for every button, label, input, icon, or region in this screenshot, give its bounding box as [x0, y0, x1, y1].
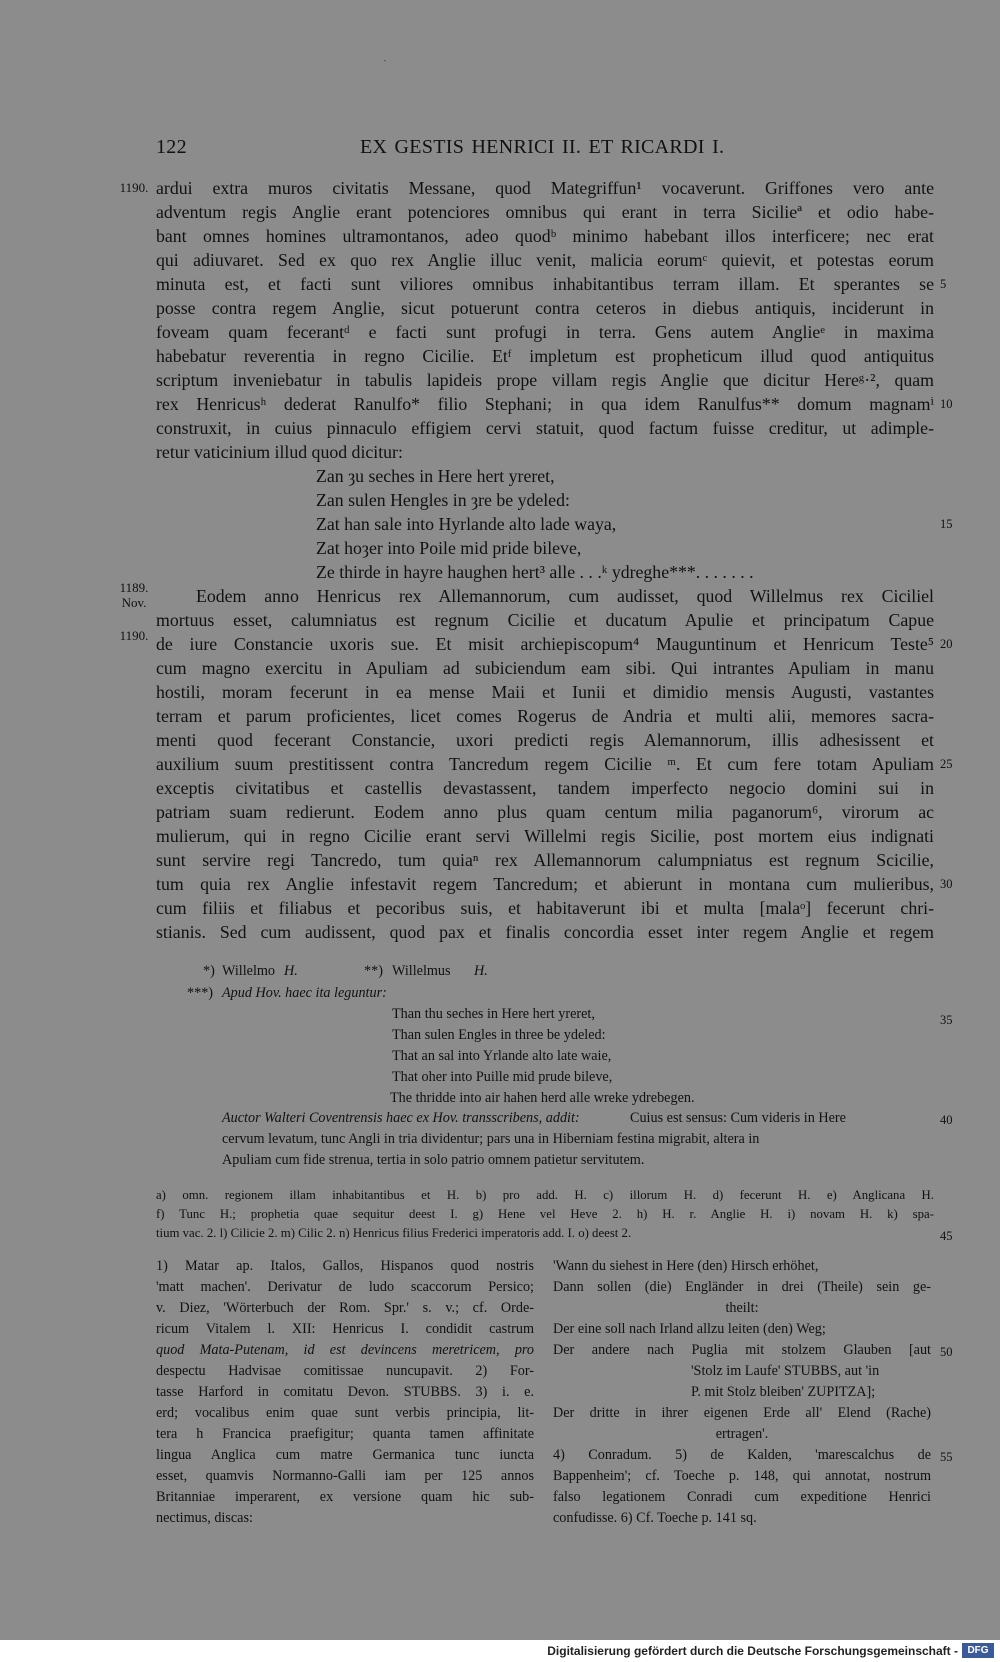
text-line: de iure Constancie uxoris sue. Et misit archiepiscopum⁴ Mauguntinum et Henricum Teste⁵ [156, 634, 934, 654]
verse-line: Zan sulen Hengles in ȝre be ydeled: [316, 490, 570, 510]
margin-year: Nov. [121, 595, 147, 610]
note-line: lingua Anglica cum matre Germanica tunc iuncta [156, 1447, 534, 1463]
verse-line: Ze thirde in hayre haughen hert³ alle . . .ᵏ ydreghe***. . . . . . . [316, 562, 754, 582]
hov-verse-line: That oher into Puille mid prude bileve, [392, 1069, 613, 1085]
page-number: 122 [156, 136, 187, 158]
note-line: quod Mata-Putenam, id est devincens meretricem, pro [156, 1342, 534, 1358]
note-line: 'Stolz im Laufe' STUBBS, aut 'in [691, 1363, 880, 1379]
text-line: construxit, in cuius pinnaculo effigiem cervi statuit, quod factum fuisse creditur, ut adimple- [156, 418, 934, 438]
text-line: Eodem anno Henricus rex Allemannorum, cum audisset, quod Willelmus rex Ciciliel [196, 586, 934, 606]
footnote-source: H. [474, 963, 488, 979]
text-line: ardui extra muros civitatis Messane, quod Mategriffun¹ vocaverunt. Griffones vero ante [156, 178, 934, 198]
page-mark: ˏ [383, 50, 387, 62]
line-number: 15 [940, 517, 953, 531]
auctor-note: Cuius est sensus: Cum videris in Here [630, 1110, 846, 1126]
text-line: foveam quam fecerantᵈ e facti sunt profugi in terra. Gens autem Anglieᵉ in maxima [156, 322, 934, 342]
text-line: cum magno exercitu in Apuliam ad subiciendum eam sibi. Qui intrantes Apuliam in manu [156, 658, 934, 678]
note-line: erd; vocalibus enim quae sunt verbis principia, lit- [156, 1405, 534, 1421]
note-line: falso legationem Conradi cum expeditione Henrici [553, 1489, 931, 1505]
note-line: despectu Hadvisae comitissae nuncupavit. 2) For- [156, 1363, 534, 1379]
line-number: 55 [940, 1450, 953, 1464]
text-line: cum filiis et filiabus et pecoribus suis, et habitaverunt ibi et multa [malaᵒ] fecerunt chri- [156, 898, 934, 918]
hov-verse-line: The thridde into air hahen herd alle wreke ydrebegen. [390, 1090, 695, 1106]
text-line: hostili, moram fecerunt in ea mense Maii et Iunii et dimidio mensis Augusti, vastantes [156, 682, 934, 702]
text-line: mortuus esset, calumniatus est regnum Cicilie et ducatum Apulie et principatum Capue [156, 610, 934, 630]
funding-notice: Digitalisierung gefördert durch die Deutsche Forschungsgemeinschaft - [547, 1644, 958, 1658]
line-number: 35 [940, 1013, 953, 1027]
running-title: EX GESTIS HENRICI II. ET RICARDI I. [360, 136, 725, 158]
note-line: Der dritte in ihrer eigenen Erde all' Elend (Rache) [553, 1405, 931, 1421]
text-line: auxilium suum prestitissent contra Tancredum regem Cicilie ᵐ. Et cum fere totam Apuliam [156, 754, 934, 774]
line-number: 5 [940, 277, 947, 291]
footnote-text: Apud Hov. haec ita leguntur: [222, 985, 387, 1001]
margin-year: 1190. [119, 180, 149, 195]
text-line: minuta est, et facti sunt viliores omnibus inhabitantibus terram illam. Et sperantes se [156, 274, 934, 294]
line-number: 10 [940, 397, 953, 411]
text-line: posse contra regem Anglie, sicut potuerunt contra ceteros in diebus antiquis, inciderunt in [156, 298, 934, 318]
text-line: patriam suam redierunt. Eodem anno plus quam centum milia paganorum⁶, virorum ac [156, 802, 934, 822]
auctor-note: Apuliam cum fide strenua, tertia in solo patrio omnem patietur servitutem. [222, 1152, 645, 1168]
footnote-source: H. [284, 963, 298, 979]
auctor-note: Auctor Walteri Coventrensis haec ex Hov. transscribens, addit: [222, 1110, 580, 1126]
page-header [0, 132, 1000, 162]
hov-verse-line: Than thu seches in Here hert yreret, [392, 1006, 595, 1022]
note-line: Britanniae imperarent, ex versione quam hic sub- [156, 1489, 534, 1505]
variant-line: tium vac. 2. l) Cilicie 2. m) Cilic 2. n) Henricus filius Frederici imperatoris add. I. o) deest 2. [156, 1226, 632, 1240]
text-line: bant omnes homines ultramontanos, adeo quodᵇ minimo habebant illos interficere; nec erat [156, 226, 934, 246]
variant-line: a) omn. regionem illam inhabitantibus et H. b) pro add. H. c) illorum H. d) fecerunt H. e) Anglicana H. [156, 1188, 934, 1202]
footer-bar [0, 1640, 1000, 1662]
text-line: terram et parum proficientes, licet comes Rogerus de Andria et multi alii, memores sacra- [156, 706, 934, 726]
footnote-mark: **) [364, 963, 383, 979]
dfg-logo[interactable]: DFG [962, 1643, 994, 1658]
footnote-mark: ***) [187, 985, 214, 1001]
note-line: P. mit Stolz bleiben' ZUPITZA]; [691, 1384, 876, 1400]
verse-line: Zat hoȝer into Poile mid pride bileve, [316, 538, 582, 558]
verse-line: Zan ȝu seches in Here hert yreret, [316, 466, 555, 486]
line-number: 45 [940, 1229, 953, 1243]
notes-right-column [553, 1256, 931, 1529]
note-line: tera h Francica praefigitur; quanta tamen affinitate [156, 1426, 534, 1442]
text-line: mulierum, qui in regno Cicilie erant servi Willelmi regis Sicilie, post mortem eius indignati [156, 826, 934, 846]
margin-year: 1189. [119, 580, 149, 595]
text-line: qui adiuvaret. Sed ex quo rex Anglie illuc venit, malicia eorumᶜ quievit, et potestas eorum [156, 250, 934, 270]
note-line: confudisse. 6) Cf. Toeche p. 141 sq. [553, 1510, 757, 1526]
notes-left-column [156, 1256, 534, 1529]
note-line: tasse Harford in comitatu Devon. STUBBS. 3) i. e. [156, 1384, 534, 1400]
text-line: retur vaticinium illud quod dicitur: [156, 442, 403, 462]
note-line: theilt: [725, 1300, 759, 1316]
margin-year: 1190. [119, 628, 149, 643]
note-line: Bappenheim'; cf. Toeche p. 148, qui annotat, nostrum [553, 1468, 931, 1484]
hov-verse-line: Than sulen Engles in three be ydeled: [392, 1027, 606, 1043]
line-number: 20 [940, 637, 953, 651]
note-line: Der andere nach Puglia mit stolzem Glauben [aut [553, 1342, 931, 1358]
note-line: 'Wann du siehest in Here (den) Hirsch erhöhet, [553, 1258, 819, 1274]
text-line: rex Henricusʰ dederat Ranulfo* filio Stephani; in qua idem Ranulfus** domum magnamⁱ [156, 394, 934, 414]
note-line: 1) Matar ap. Italos, Gallos, Hispanos quod nostris [156, 1258, 534, 1274]
line-number: 50 [940, 1345, 953, 1359]
auctor-note: cervum levatum, tunc Angli in tria dividentur; pars una in Hiberniam festina migrabit, altera in [222, 1131, 760, 1147]
note-line: ertragen'. [715, 1426, 769, 1442]
text-line: exceptis civitatibus et castellis devastassent, tandem imperfecto negocio domini sui in [156, 778, 934, 798]
verse-line: Zat han sale into Hyrlande alto lade waya, [316, 514, 617, 534]
text-line: menti quod fecerant Constancie, uxori predicti regis Alemannorum, illis adhesissent et [156, 730, 934, 750]
text-line: tum quia rex Anglie infestavit regem Tancredum; et abierunt in montana cum mulieribus, [156, 874, 934, 894]
hov-verse-line: That an sal into Yrlande alto late waie, [392, 1048, 612, 1064]
note-line: ricum Vitalem l. XII: Henricus I. condidit castrum [156, 1321, 534, 1337]
note-line: v. Diez, 'Wörterbuch der Rom. Spr.' s. v.; cf. Orde- [156, 1300, 534, 1316]
line-number: 40 [940, 1113, 953, 1127]
footnote-mark: *) [203, 963, 215, 979]
footnote-text: Willelmus [392, 963, 451, 979]
text-line: scriptum inveniebatur in tabulis lapideis prope villam regis Anglie que dicitur Hereᵍ·², quam [156, 370, 934, 390]
note-line: Dann sollen (die) Engländer in drei (Theile) sein ge- [553, 1279, 931, 1295]
footnote-text: Willelmo [222, 963, 276, 979]
text-line: sunt servire regi Tancredo, tum quiaⁿ rex Allemannorum calumpniatus est regnum Scicilie, [156, 850, 934, 870]
note-line: 'matt machen'. Derivatur de ludo scaccorum Persico; [156, 1279, 534, 1295]
line-number: 25 [940, 757, 953, 771]
line-number: 30 [940, 877, 953, 891]
text-line: habebatur reverentia in regno Cicilie. Etᶠ impletum est propheticum illud quod antiquitus [156, 346, 934, 366]
note-line: esset, quamvis Normanno-Galli iam per 125 annos [156, 1468, 534, 1484]
note-line: nectimus, discas: [156, 1510, 253, 1526]
note-line: Der eine soll nach Irland allzu leiten (den) Weg; [553, 1321, 826, 1337]
text-line: stianis. Sed cum audissent, quod pax et finalis concordia esset inter regem Anglie et regem [156, 922, 934, 942]
variant-line: f) Tunc H.; prophetia quae sequitur deest I. g) Hene vel Heve 2. h) H. r. Anglie H. i) novam H. k) spa- [156, 1207, 934, 1221]
text-line: adventum regis Anglie erant potenciores omnibus qui erant in terra Sicilieª et odio habe- [156, 202, 934, 222]
note-line: 4) Conradum. 5) de Kalden, 'marescalchus de [553, 1447, 931, 1463]
